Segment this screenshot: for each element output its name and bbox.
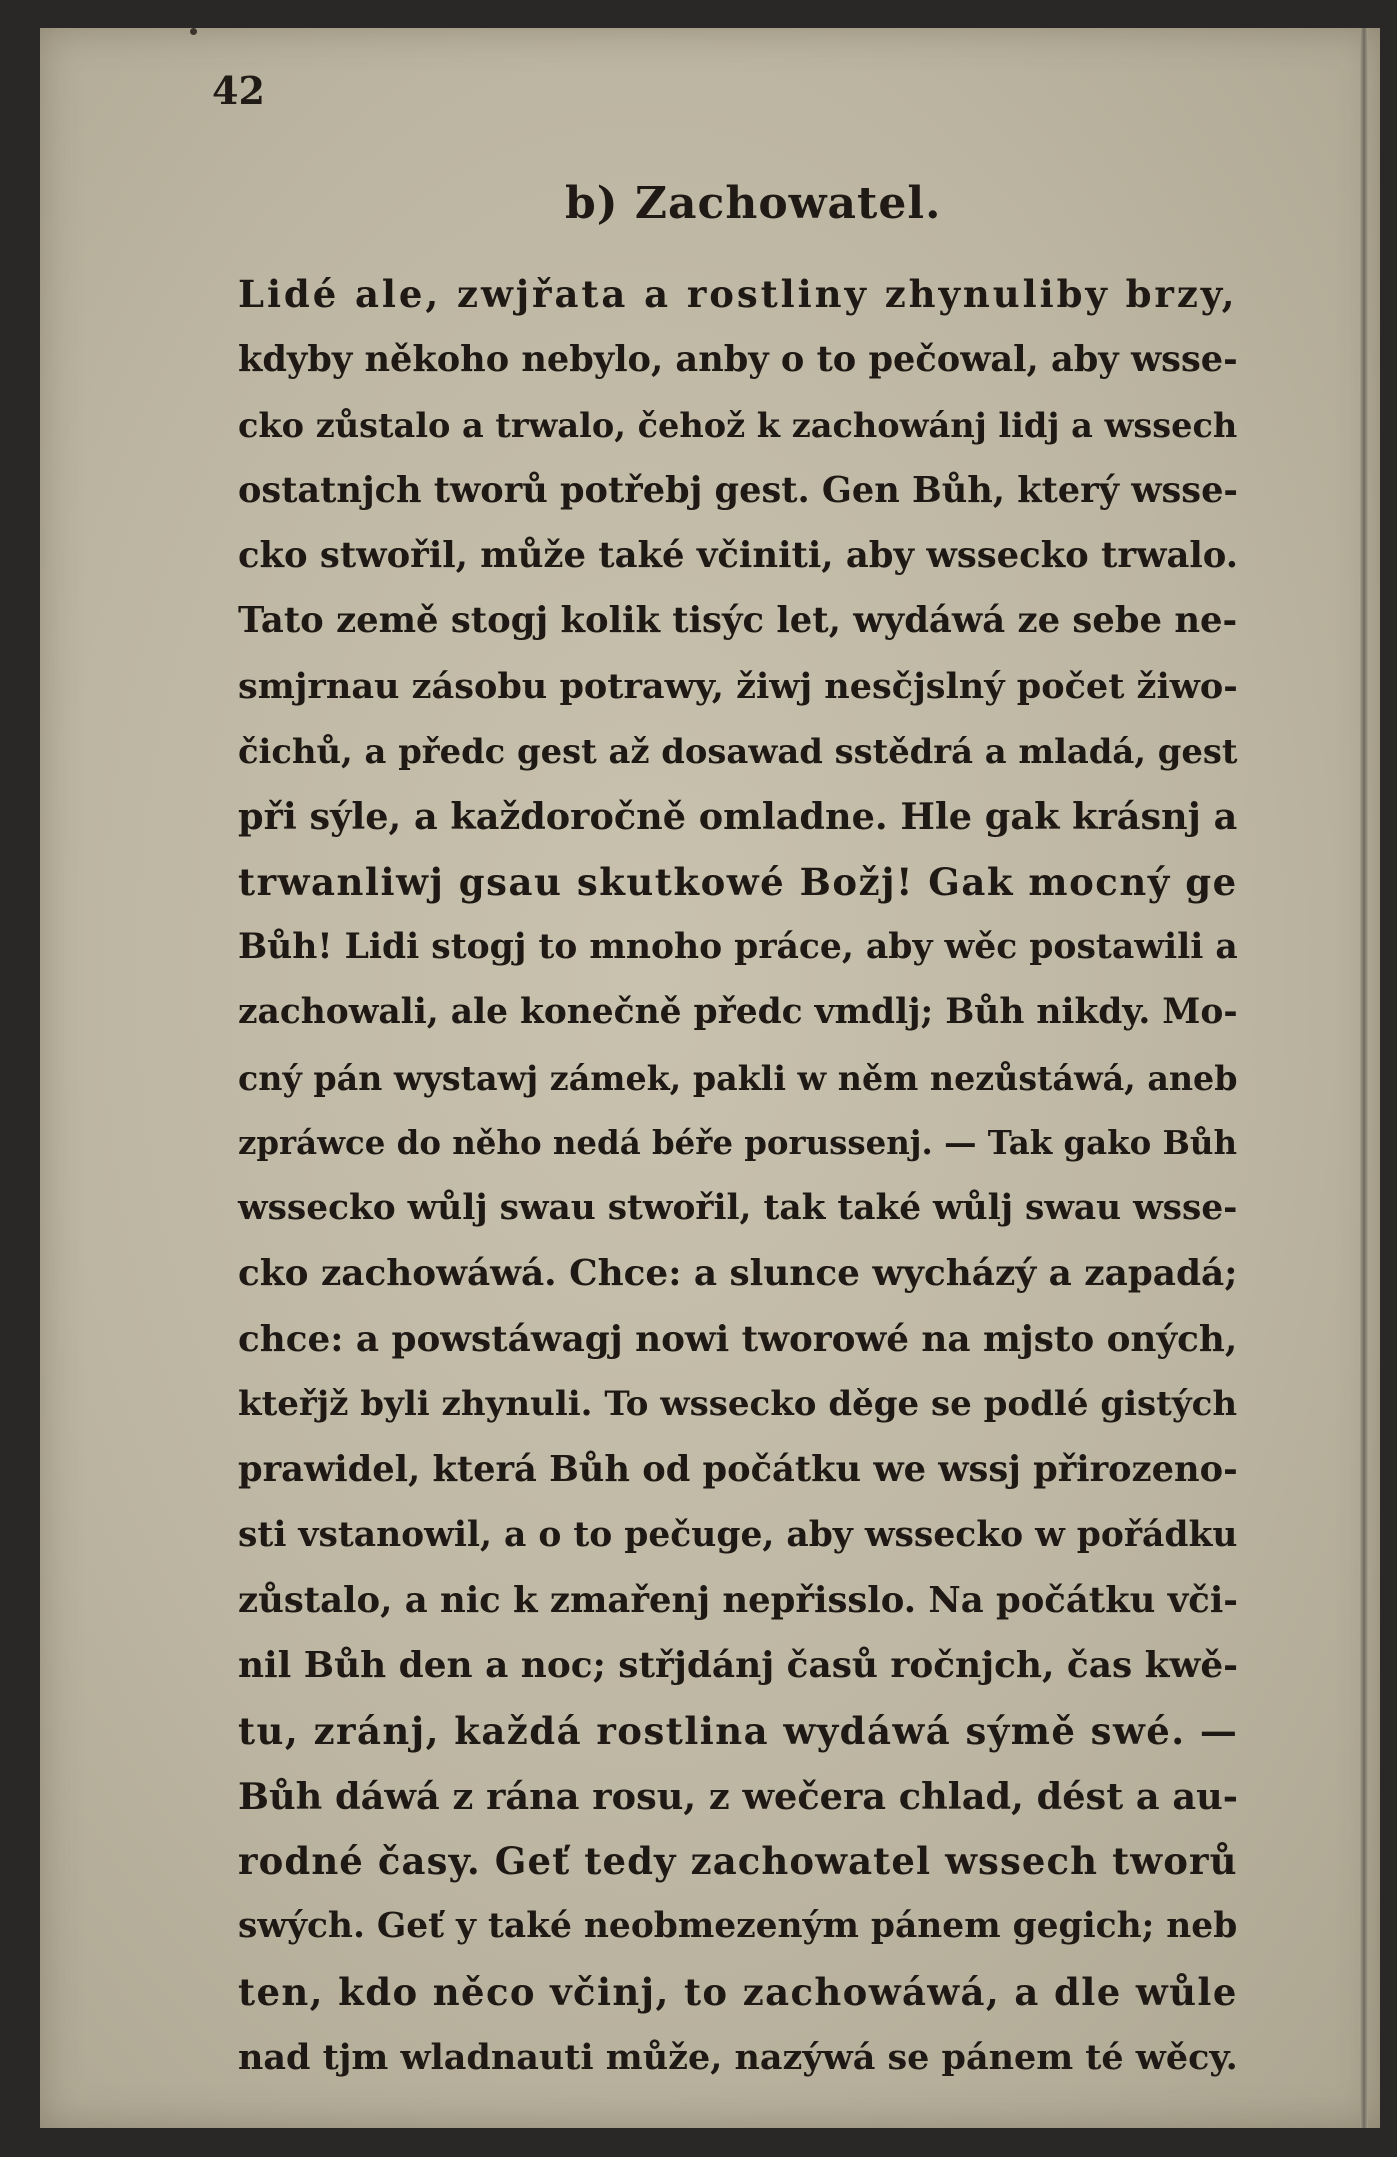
text-line: trwanliwj gsau skutkowé Božj! Gak mocný ge <box>238 859 1238 904</box>
text-line: cko stwořil, může také včiniti, aby wssecko trwalo. <box>238 535 1239 577</box>
text-line: zachowali, ale konečně předc vmdlj; Bůh nikdy. Mo- <box>238 992 1238 1033</box>
text-line: zůstalo, a nic k zmařenj nepřisslo. Na počátku vči- <box>238 1579 1238 1621</box>
text-line: Bůh dáwá z rána rosu, z wečera chlad, dést a au- <box>238 1774 1239 1818</box>
page-number: 42 <box>212 68 265 113</box>
text-line: prawidel, která Bůh od počátku we wssj přirozeno- <box>238 1449 1238 1491</box>
text-line: cný pán wystawj zámek, pakli w něm nezůstáwá, aneb <box>238 1058 1238 1098</box>
text-line: chce: a powstáwagj nowi tworowé na mjsto oných, <box>238 1317 1238 1360</box>
page-gutter <box>1360 28 1368 2128</box>
text-line: při sýle, a každoročně omladne. Hle gak krásnj a <box>238 795 1238 839</box>
text-line: cko zachowáwá. Chce: a slunce wycházý a zapadá; <box>238 1252 1238 1295</box>
text-line: swých. Geť y také neobmezeným pánem gegich; neb <box>238 1906 1238 1947</box>
text-line: ostatnjch tworů potřebj gest. Gen Bůh, který wsse- <box>238 469 1238 511</box>
text-line: nad tjm wladnauti může, nazýwá se pánem té wěcy. <box>238 2037 1238 2079</box>
text-line: Lidé ale, zwjřata a rostliny zhynuliby brzy, <box>238 272 1238 316</box>
text-line: čichů, a předc gest až dosawad sstědrá a mladá, gest <box>238 731 1238 772</box>
text-line: kdyby někoho nebylo, anby o to pečowal, aby wsse- <box>238 339 1238 381</box>
text-line: wssecko wůlj swau stwořil, tak také wůlj swau wsse- <box>238 1188 1238 1229</box>
text-line: ten, kdo něco včinj, to zachowáwá, a dle wůle <box>238 1969 1238 2014</box>
text-line: cko zůstalo a trwalo, čehož k zachowánj lidj a wssech <box>238 405 1238 445</box>
text-line: Bůh! Lidi stogj to mnoho práce, aby wěc postawili a <box>238 926 1238 967</box>
text-line: kteřjž byli zhynuli. To wssecko děge se podlé gistých <box>238 1384 1238 1425</box>
text-line: Tato země stogj kolik tisýc let, wydáwá ze sebe ne- <box>238 600 1238 642</box>
text-line: zpráwce do něho nedá béře porussenj. — Tak gako Bůh <box>238 1123 1238 1162</box>
text-line: smjrnau zásobu potrawy, žiwj nesčjslný počet žiwo- <box>238 665 1238 707</box>
text-line: nil Bůh den a noc; střjdánj časů ročnjch, čas kwě- <box>238 1644 1239 1687</box>
body-text <box>238 262 1238 2090</box>
text-line: rodné časy. Geť tedy zachowatel wssech tworů <box>238 1839 1238 1884</box>
ink-speck <box>190 28 197 35</box>
text-line: tu, zránj, každá rostlina wydáwá sýmě swé. — <box>238 1708 1239 1753</box>
text-line: sti vstanowil, a o to pečuge, aby wssecko w pořádku <box>238 1514 1238 1555</box>
section-heading: b) Zachowatel. <box>565 178 942 229</box>
